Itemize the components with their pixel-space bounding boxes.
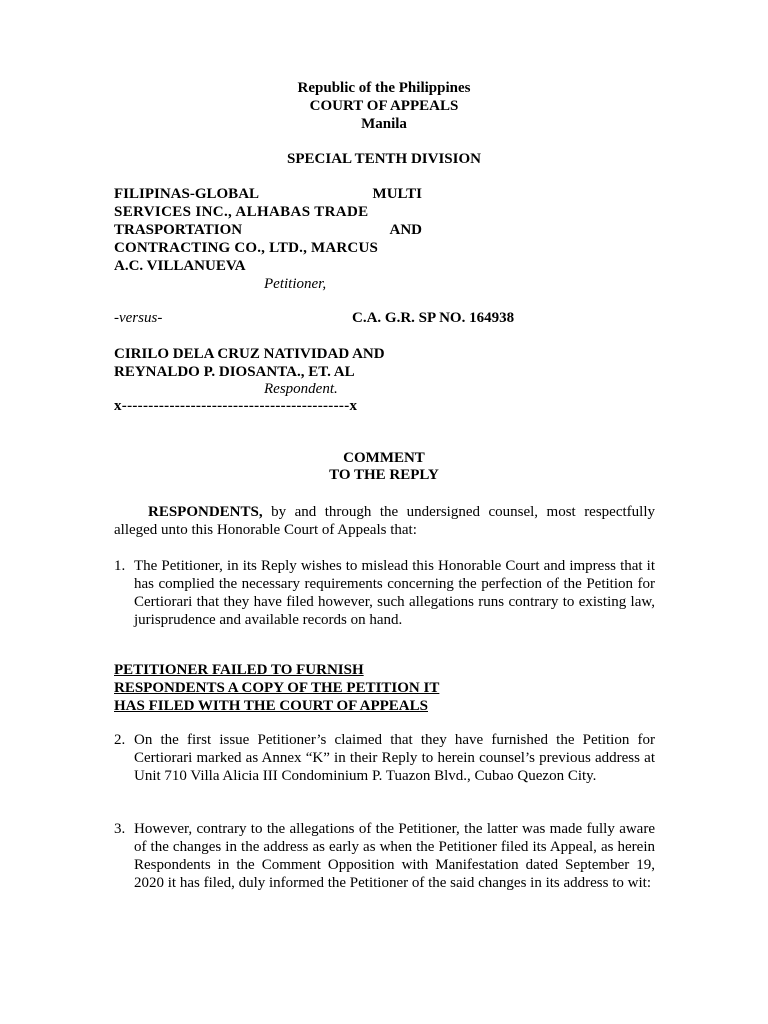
caption-separator: x-------------------------------------------x [114, 398, 358, 414]
intro-paragraph [114, 503, 655, 539]
list-item: 1. The Petitioner, in its Reply wishes to mislead this Honorable Court and impress that it has complied the necessary requirements concerning the perfection of the Petition for Certiorari that they have filed however, such allegations runs contrary to existing law, jurisprudence and available records on hand. [114, 558, 655, 628]
petitioner-line: SERVICES INC., ALHABAS TRADE [114, 204, 369, 220]
petitioner-caption [114, 185, 422, 293]
intro-lead: RESPONDENTS, [148, 504, 263, 520]
petitioner-line: TRASPORTATION AND [114, 222, 422, 238]
case-number: C.A. G.R. SP NO. 164938 [352, 310, 515, 326]
court-name: COURT OF APPEALS [309, 98, 459, 114]
section-heading: PETITIONER FAILED TO FURNISH RESPONDENTS A COPY OF THE PETITION IT HAS FILED WITH THE COURT OF APPEALS [114, 662, 440, 714]
respondent-role: Respondent. [264, 381, 338, 397]
document-subtitle: TO THE REPLY [329, 467, 439, 483]
list-item: 3. However, contrary to the allegations of the Petitioner, the latter was made fully aware of the changes in the address as early as when the Petitioner filed its Appeal, as herein Respondents in the Comment Opposition with Manifestation dated September 19, 2020 it has filed, duly informed the Petitioner of the said changes in its address to wit: [114, 821, 655, 891]
petitioner-role: Petitioner, [264, 276, 327, 292]
petitioner-line: A.C. VILLANUEVA [114, 258, 246, 274]
court-city: Manila [361, 116, 407, 132]
division-name: SPECIAL TENTH DIVISION [287, 151, 481, 167]
respondent-line: CIRILO DELA CRUZ NATIVIDAD AND [114, 346, 385, 362]
intro-text: by and through the undersigned counsel, most respectfully alleged unto this Honorable Court of Appeals that: [114, 504, 655, 538]
document-title: COMMENT [343, 450, 425, 466]
respondent-caption [114, 345, 385, 381]
petitioner-line: FILIPINAS-GLOBAL MULTI [114, 186, 422, 202]
respondent-line: REYNALDO P. DIOSANTA., ET. AL [114, 364, 355, 380]
petitioner-line: CONTRACTING CO., LTD., MARCUS [114, 240, 379, 256]
versus-label: -versus- [114, 310, 163, 326]
list-item: 2. On the first issue Petitioner’s claimed that they have furnished the Petition for Certiorari marked as Annex “K” in their Reply to herein counsel’s previous address at Unit 710 Villa Alicia III Condominium P. Tuazon Blvd., Cubao Quezon City. [114, 732, 655, 784]
republic-line: Republic of the Philippines [297, 80, 471, 96]
